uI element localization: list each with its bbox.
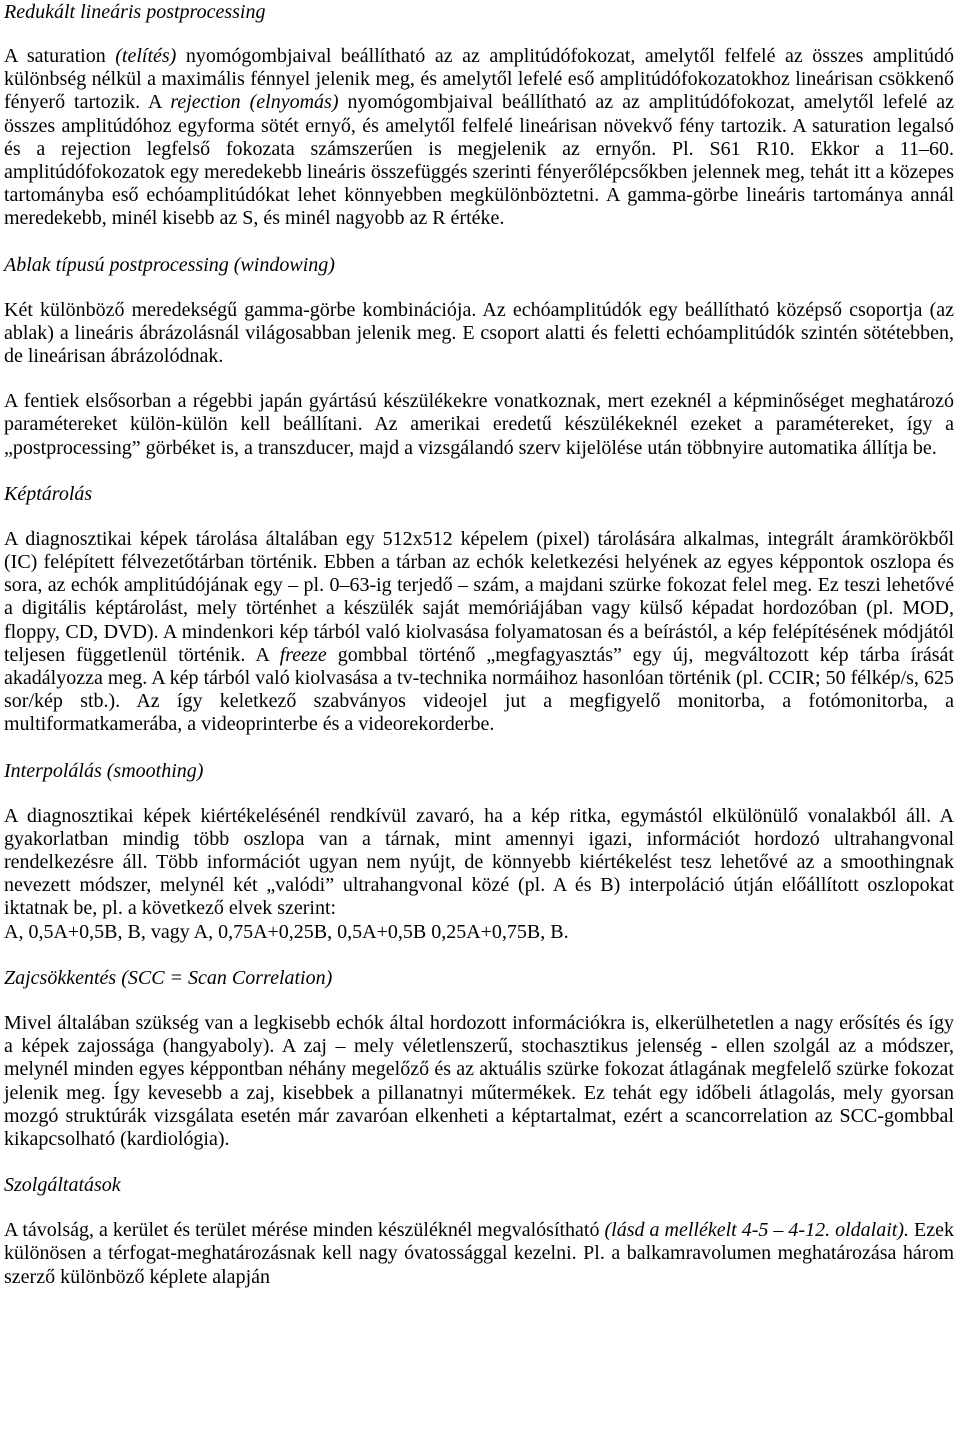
heading-storage: Képtárolás: [4, 482, 93, 505]
text-run: Ezek különösen a térfogat-meghatározásnak kell nagy óvatossággal kezelni. Pl. a balkamravolumen meghatározása három szerző különböző képlete alapján: [4, 1219, 954, 1288]
italic-run: (telítés): [115, 45, 177, 67]
text-run: A saturation: [4, 45, 116, 67]
heading-windowing: Ablak típusú postprocessing (windowing): [4, 253, 335, 276]
italic-run: freeze: [279, 643, 327, 666]
text-run: nyomógombjaival beállítható az az amplitúdófokozat, amelytől lefelé az összes amplitúdóhoz egyforma sötét ernyő, és amelytől felfelé lineárisan növekvő fény tartozik. A saturation legalsó és a rejection legfelső fokozata számszerűen is megjelenik az ernyőn. Pl. S61 R10. Ekkor a 11–60. amplitúdófokozatok egy meredekebb lineáris összefüggés szerinti fényerőlépcsőkben jelennek meg, tehát itt a közepes tartományba eső echóamplitúdókat lehet könnyebben megkülönböztetni. A gamma-görbe lineáris tartománya annál meredekebb, minél kisebb az S, és minél nagyobb az R értéke.: [4, 91, 954, 230]
paragraph-windowing-2: A fentiek elsősorban a régebbi japán gyártású készülékekre vonatkoznak, mert ezeknél a képminőséget meghatározó paramétereket külön-külön kell beállítani. Az amerikai eredetű készülékeknél ezeket a paramétereket, így a „postprocessing” görbéket is, a transzducer, majd a vizsgálandó szerv kijelölése után többnyire automatika állítja be.: [4, 390, 954, 459]
paragraph-windowing-1: Két különböző meredekségű gamma-görbe kombinációja. Az echóamplitúdók egy beállítható középső csoportja (az ablak) a lineáris ábrázolásnál világosabban jelenik meg. E csoport alatti és feletti echóamplitúdók szintén sötétebben, de lineárisan ábrázolódnak.: [4, 298, 954, 368]
text-run: A távolság, a kerület és terület mérése minden készüléknél megvalósítható: [4, 1219, 605, 1242]
text-run: gombbal történő „megfagyasztás” egy új, megváltozott kép tárba írását akadályozza meg. A kép tárból való kiolvasása a tv-technika normáihoz hasonlóan történik (pl. CCIR; 50 félkép/s, 625 sor/kép stb.). Az így keletkező szabványos videojel jut a megfigyelő monitorba, a fotómonitorba, a multiformatkamerába, a videoprinterbe és a videorekorderbe.: [4, 643, 954, 736]
heading-services: Szolgáltatások: [4, 1174, 121, 1197]
paragraph-services: [4, 1219, 954, 1289]
paragraph-storage: [4, 528, 954, 737]
italic-run: (lásd a mellékelt 4-5 – 4-12. oldalait).: [604, 1219, 909, 1242]
paragraph-reduced-linear: [4, 45, 954, 231]
heading-interpolation: Interpolálás (smoothing): [4, 759, 204, 782]
paragraph-interpolation-2: A, 0,5A+0,5B, B, vagy A, 0,75A+0,25B, 0,5A+0,5B 0,25A+0,75B, B.: [4, 920, 569, 943]
text-run: A diagnosztikai képek tárolása általában egy 512x512 képelem (pixel) tárolására alkalmas, integrált áramkörökből (IC) felépített félvezetőtárban történik. Ebben a tárban az echók keletkezési helyének az egyes képpontok oszlopa és sora, az echók amplitúdójának egy – pl. 0–63-ig terjedő – szám, a majdani szürke fokozat felel meg. Ez teszi lehetővé a digitális képtárolást, mely történhet a készülék saját memóriájában vagy külső képadat hordozóban (pl. MOD, floppy, CD, DVD). A mindenkori kép tárból való kiolvasása folyamatosan és a beírástól, a kép felépítésének módjától teljesen függetlenül történik. A: [4, 527, 954, 666]
heading-noise-reduction: Zajcsökkentés (SCC = Scan Correlation): [4, 966, 333, 989]
paragraph-interpolation-1: A diagnosztikai képek kiértékelésénél rendkívül zavaró, ha a kép ritka, egymástól elkülönülő vonalakból áll. A gyakorlatban mindig több oszlopa van a tárnak, mint amennyi igazi, információt hordozó ultrahangvonal rendelkezésre áll. Több információt ugyan nem nyújt, de könnyebb kiértékelést tesz lehetővé az a smoothingnak nevezett módszer, melynél két „valódi” ultrahangvonal közé (pl. A és B) interpoláció útján előállított oszlopokat iktatnak be, pl. a következő elvek szerint:: [4, 804, 954, 920]
italic-run: rejection (elnyomás): [170, 91, 339, 114]
heading-reduced-linear: Redukált lineáris postprocessing: [4, 1, 266, 23]
text-run: nyomógombjaival beállítható az az amplitúdófokozat, amelytől felfelé az összes amplitúdó különbség nélkül a maximális fénnyel jelenik meg, és amelytől lefelé eső amplitúdófokozatokhoz lineárisan csökkenő fényerő tartozik. A: [4, 45, 954, 114]
paragraph-noise-reduction: Mivel általában szükség van a legkisebb echók által hordozott információkra is, elkerülhetetlen a nagy erősítés és így a képek zajossága (hangyaboly). A zaj – mely véletlenszerű, stochasztikus jelenség - ellen szolgál az a módszer, melynél minden egyes képpontban néhány megelőző és az aktuális szürke fokozat átlagának megfelelő szürke fokozat jelenik meg. Így kevesebb a zaj, kisebbek a pillanatnyi műtermékek. Ez tehát egy időbeli átlagolás, mely gyorsan mozgó struktúrák vizsgálata esetén már zavaróan elkenheti a képtartalmat, ezért a scancorrelation az SCC-gombbal kikapcsolható (kardiológia).: [4, 1011, 954, 1150]
document-page: [4, 0, 954, 1289]
